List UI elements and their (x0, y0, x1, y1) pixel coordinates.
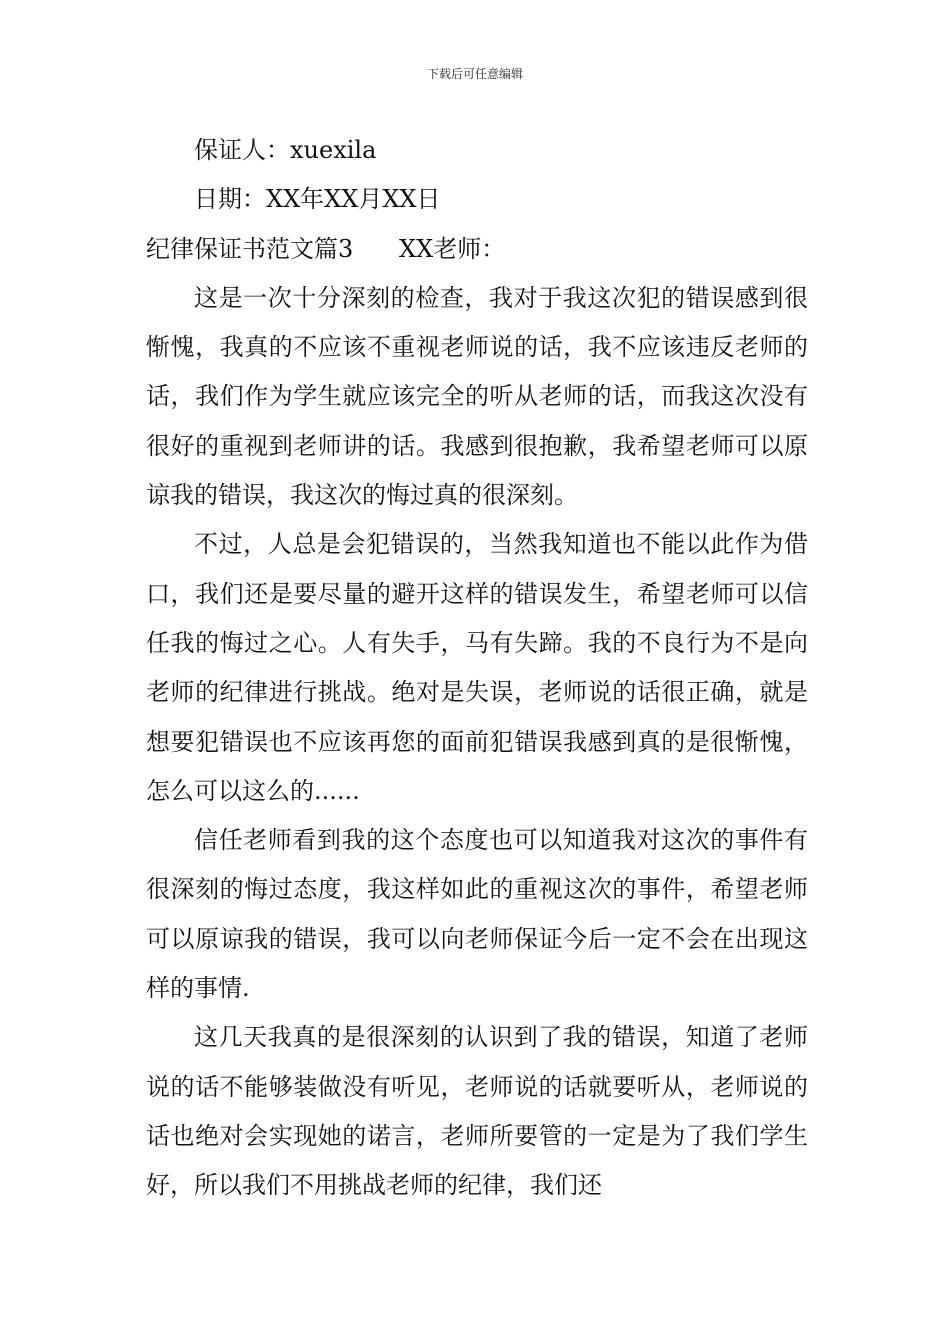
paragraph: 这是一次十分深刻的检查，我对于我这次犯的错误感到很惭愧，我真的不应该不重视老师说的话，我不应该违反老师的话，我们作为学生就应该完全的听从老师的话，而我这次没有很好的重视到老师讲的话。我感到很抱歉，我希望老师可以原谅我的错误，我这次的悔过真的很深刻。 (146, 283, 808, 510)
date-line: 日期：XX年XX月XX日 (194, 185, 441, 214)
section-heading: 纪律保证书范文篇3 XX老师： (146, 234, 506, 263)
guarantor-line: 保证人：xuexila (194, 136, 377, 164)
document-body (146, 126, 808, 1211)
paragraph: 不过，人总是会犯错误的，当然我知道也不能以此作为借口，我们还是要尽量的避开这样的错误发生，希望老师可以信任我的悔过之心。人有失手，马有失蹄。我的不良行为不是向老师的纪律进行挑战。绝对是失误，老师说的话很正确，就是想要犯错误也不应该再您的面前犯错误我感到真的是很惭愧，怎么可以这么的...... (146, 530, 808, 805)
header-note: 下载后可任意编辑 (426, 67, 523, 81)
paragraph: 信任老师看到我的这个态度也可以知道我对这次的事件有很深刻的悔过态度，我这样如此的重视这次的事件，希望老师可以原谅我的错误，我可以向老师保证今后一定不会在出现这样的事情. (146, 826, 808, 1003)
paragraph: 这几天我真的是很深刻的认识到了我的错误，知道了老师说的话不能够装做没有听见，老师说的话就要听从，老师说的话也绝对会实现她的诺言，老师所要管的一定是为了我们学生好，所以我们不用挑战老师的纪律，我们还 (146, 1023, 808, 1200)
